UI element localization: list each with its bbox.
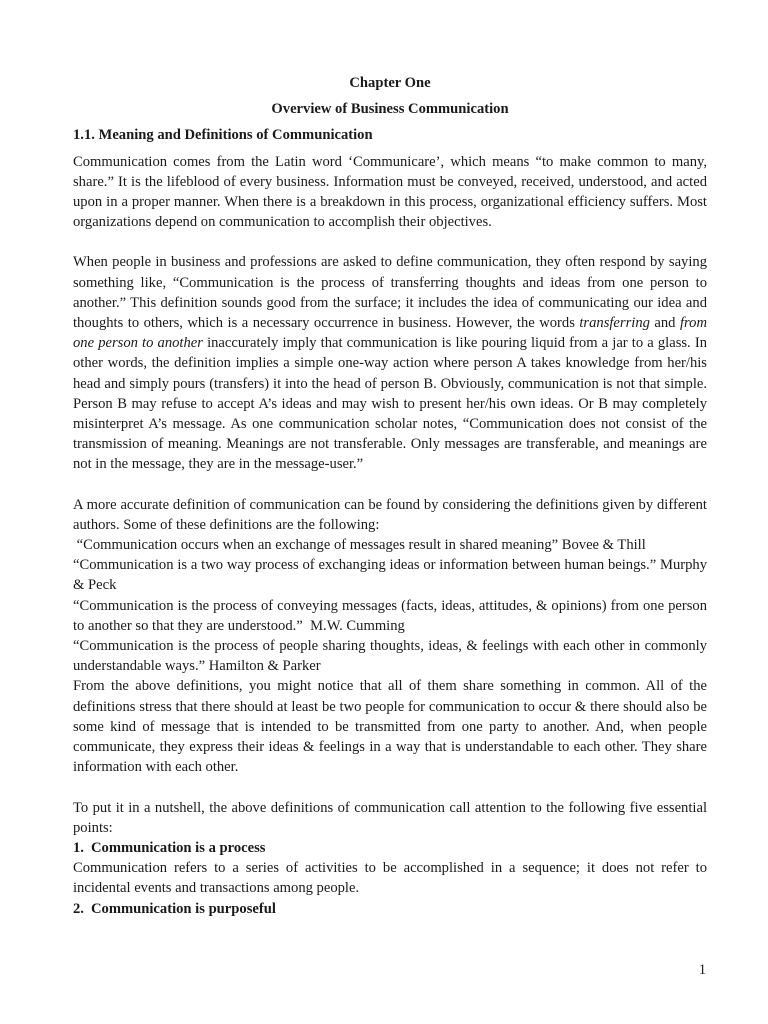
definition-bovee-thill: “Communication occurs when an exchange of messages result in shared meaning” Bovee & Thill <box>73 537 646 554</box>
definition-cumming: “Communication is the process of conveying messages (facts, ideas, attitudes, & opinions) from one person to another so that they are understood.” M.W. Cumming <box>73 597 711 634</box>
chapter-label: Chapter One <box>349 75 431 91</box>
chapter-title: Overview of Business Communication <box>271 101 509 118</box>
definition-hamilton-parker: “Communication is the process of people sharing thoughts, ideas, & feelings with each other in commonly understandable ways.” Hamilton & Parker <box>73 638 707 675</box>
paragraph-five-points: To put it in a nutshell, the above definitions of communication call attention to the following five essential points: <box>73 799 707 836</box>
emphasis-person-to-person: from one person to another <box>73 315 707 352</box>
page-content <box>73 73 711 919</box>
paragraph-common-elements: From the above definitions, you might notice that all of them share something in common. All of the definitions stress that there should at least be two people for communication to occur & there should also be some kind of message that is intended to be transmitted from one party to another. And, when people communicate, they express their ideas & feelings in a way that is understandable to each other. They share information with each other. <box>73 678 707 776</box>
point-1-heading: 1. Communication is a process <box>73 839 266 856</box>
point-1-text: Communication refers to a series of activities to be accomplished in a sequence; it does not refer to incidental events and transactions among people. <box>73 860 707 897</box>
emphasis-transferring: transferring <box>579 315 650 332</box>
section-heading: 1.1. Meaning and Definitions of Communication <box>73 127 373 144</box>
paragraph-accurate-definition: A more accurate definition of communication can be found by considering the definitions given by different authors. Some of these definitions are the following: <box>73 496 707 533</box>
paragraph-transfer-definition: When people in business and professions are asked to define communication, they often respond by saying something like, “Communication is the process of transferring thoughts and ideas from one person to another.” This definition sounds good from the surface; it includes the idea of communicating our idea and thoughts to others, which is a necessary occurrence in business. However, the words transferring and from one person to another inaccurately imply that communication is like pouring liquid from a jar to a glass. In other words, the definition implies a simple one-way action where person A takes knowledge from her/his head and simply pours (transfers) it into the head of person B. Obviously, communication is not that simple. Person B may refuse to accept A’s ideas and may wish to present her/his own ideas. Or B may completely misinterpret A’s message. As one communication scholar notes, “Communication does not consist of the transmission of meaning. Meanings are not transferable. Only messages are transferable, and meanings are not in the message, they are in the message-user.” <box>73 254 707 473</box>
page-number: 1 <box>698 962 706 978</box>
point-2-heading: 2. Communication is purposeful <box>73 900 276 917</box>
paragraph-latin-origin: Communication comes from the Latin word ‘Communicare’, which means “to make common to many, share.” It is the lifeblood of every business. Information must be conveyed, received, understood, and acted upon in a proper manner. When there is a breakdown in this process, organizational efficiency suffers. Most organizations depend on communication to accomplish their objectives. <box>73 153 707 231</box>
definition-murphy-peck: “Communication is a two way process of exchanging ideas or information between human beings.” Murphy & Peck <box>73 557 707 594</box>
